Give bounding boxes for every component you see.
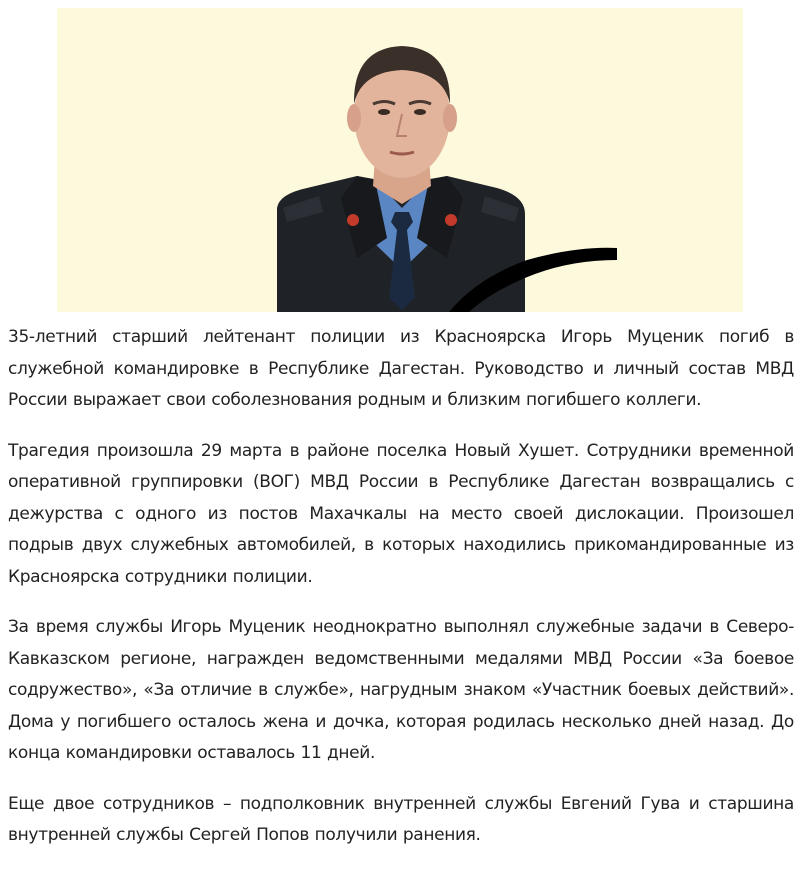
memorial-photo <box>57 8 743 312</box>
article-paragraph-1: 35-летний старший лейтенант полиции из Красноярска Игорь Муценик погиб в служебной командировке в Республике Дагестан. Руководство и личный состав МВД России выражает свои соболезнования родным и близким погибшего коллеги. <box>8 327 794 410</box>
article-paragraph-4: Еще двое сотрудников – подполковник внутренней службы Евгений Гува и старшина внутренней службы Сергей Попов получили ранения. <box>8 793 794 845</box>
article-paragraph-3: За время службы Игорь Муценик неоднократно выполнял служебные задачи в Северо-Кавказском регионе, награжден ведомственными медалями МВД России «За боевое содружество», «За отличие в службе», нагрудным знаком «Участник боевых действий». Дома у погибшего осталось жена и дочка, которая родилась несколько дней назад. До конца командировки оставалось 11 дней. <box>8 617 794 763</box>
article-paragraph-2: Трагедия произошла 29 марта в районе поселка Новый Хушет. Сотрудники временной оперативной группировки (ВОГ) МВД России в Республике Дагестан возвращались с дежурства с одного из постов Махачкалы на место своей дислокации. Произошел подрыв двух служебных автомобилей, в которых находились прикомандированные из Красноярска сотрудники полиции. <box>8 440 794 587</box>
officer-portrait-image <box>57 8 743 312</box>
article-body <box>8 322 794 871</box>
